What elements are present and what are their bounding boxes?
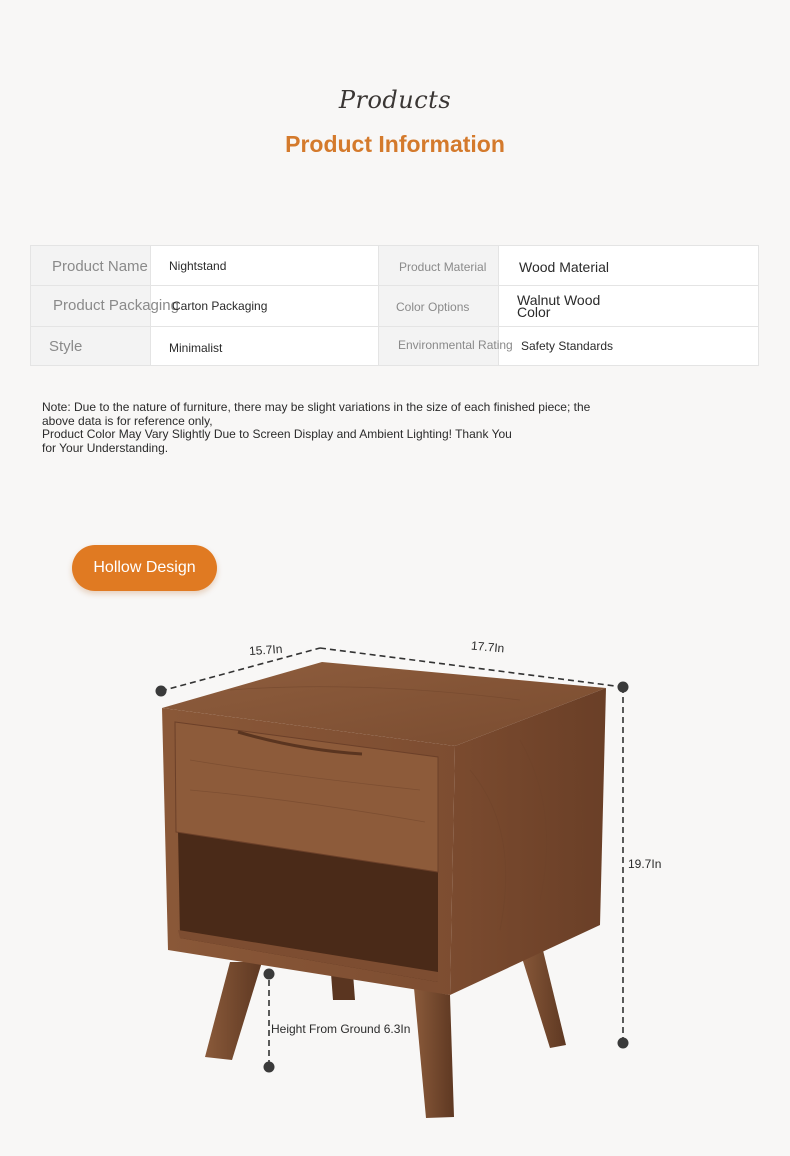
dimension-marker bbox=[264, 969, 275, 980]
label-product-packaging: Product Packaging bbox=[53, 297, 179, 314]
note-line: Note: Due to the nature of furniture, there may be slight variations in the size of each finished piece; the bbox=[42, 400, 591, 414]
leg-front-right bbox=[414, 988, 454, 1118]
value-product-packaging: Carton Packaging bbox=[172, 299, 268, 313]
value-environmental-rating: Safety Standards bbox=[521, 339, 614, 353]
label-product-name: Product Name bbox=[52, 258, 148, 275]
disclaimer-note bbox=[42, 401, 622, 455]
leg-front-left bbox=[205, 962, 262, 1060]
note-line: for Your Understanding. bbox=[42, 440, 169, 455]
value-color-line1: Walnut Wood bbox=[517, 292, 601, 308]
script-title: Products bbox=[338, 86, 452, 114]
depth-label: 15.7In bbox=[248, 641, 283, 659]
dimension-marker bbox=[618, 1038, 629, 1049]
width-label: 17.7In bbox=[470, 638, 505, 656]
note-line: Product Color May Vary Slightly Due to Screen Display and Ambient Lighting! Thank You bbox=[42, 427, 512, 441]
label-environmental-rating: Environmental Rating bbox=[398, 338, 513, 352]
dimension-marker bbox=[156, 686, 167, 697]
height-label: 19.7In bbox=[628, 857, 662, 871]
note-line: above data is for reference only, bbox=[42, 413, 213, 428]
label-style: Style bbox=[49, 338, 83, 355]
label-product-material: Product Material bbox=[399, 260, 487, 274]
hollow-design-badge: Hollow Design bbox=[72, 545, 217, 591]
page-title: Product Information bbox=[285, 131, 505, 157]
dimension-marker bbox=[618, 682, 629, 693]
value-style: Minimalist bbox=[169, 341, 223, 355]
dimension-marker bbox=[264, 1062, 275, 1073]
nightstand-illustration bbox=[0, 600, 790, 1156]
value-color-line2: Color bbox=[517, 304, 551, 320]
value-product-material: Wood Material bbox=[519, 259, 610, 275]
product-info-table bbox=[30, 245, 759, 366]
ground-clearance-label: Height From Ground 6.3In bbox=[271, 1022, 411, 1036]
value-product-name: Nightstand bbox=[169, 259, 227, 273]
label-color-options: Color Options bbox=[396, 300, 470, 314]
